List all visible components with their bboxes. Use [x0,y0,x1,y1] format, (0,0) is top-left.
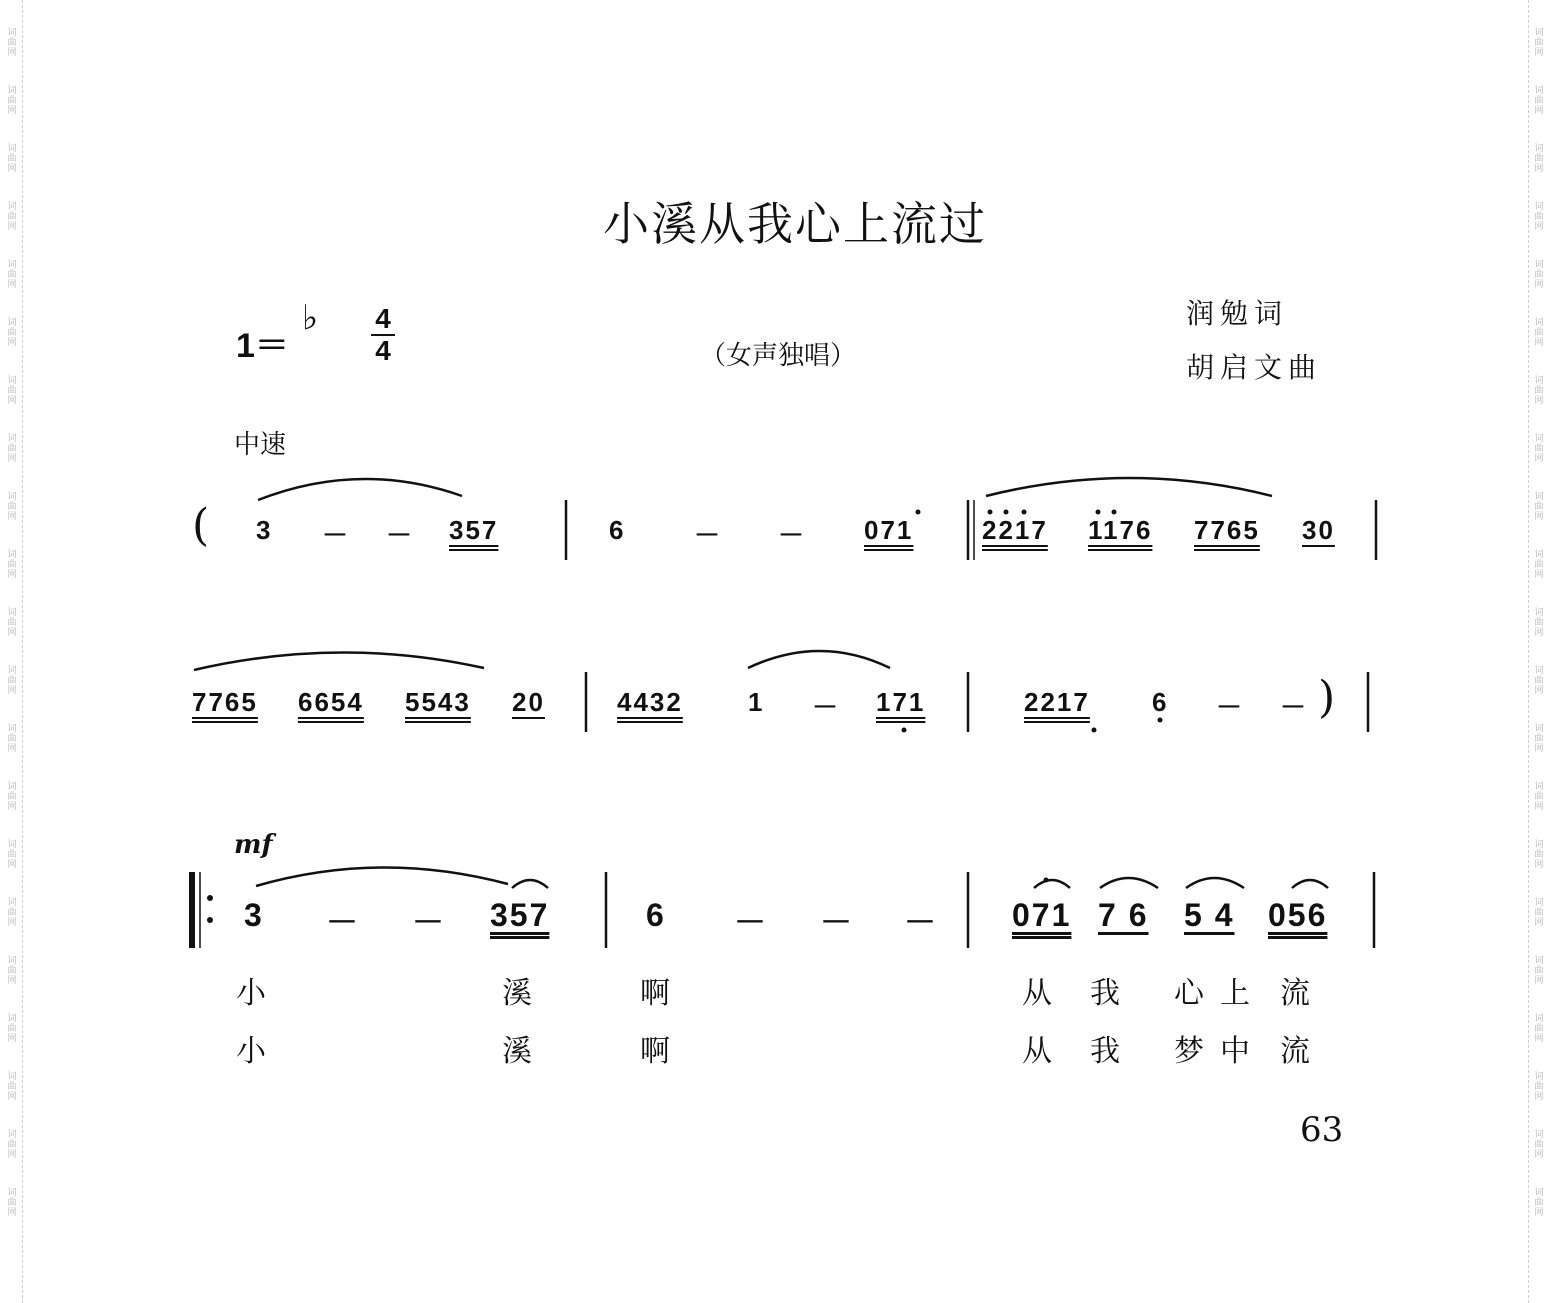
note-s1-m1-4: 357 [449,515,499,545]
watermark-char: 曲 [1534,444,1544,454]
watermark-char: 网 [1534,1208,1544,1218]
note-s2-m3-1: 2217 [1024,687,1090,717]
note-s1-m2-2: － [694,520,723,550]
watermark-char: 词 [7,1072,17,1082]
watermark-char: 网 [7,106,17,116]
watermark-char: 曲 [1534,618,1544,628]
lyric-v1-1: 小 [236,976,266,1011]
watermark-char: 曲 [1534,1082,1544,1092]
watermark-char: 曲 [1534,502,1544,512]
note-s3-m3-3: 5 4 [1184,897,1235,933]
watermark-char: 网 [7,628,17,638]
watermark-char: 曲 [1534,38,1544,48]
watermark-char: 曲 [1534,560,1544,570]
watermark-char: 词 [7,1014,17,1024]
watermark-char: 曲 [7,96,17,106]
watermark-char: 词 [7,608,17,618]
watermark-char: 词 [7,956,17,966]
octave-dot [902,728,907,733]
watermark-char: 词 [1534,956,1544,966]
watermark-char: 词 [7,782,17,792]
song-title: 小溪从我心上流过 [603,197,987,251]
watermark-char: 词 [7,376,17,386]
repeat-dot [207,895,213,901]
watermark-char: 曲 [7,734,17,744]
watermark-char: 网 [7,454,17,464]
watermark-char: 网 [7,338,17,348]
watermark-char: 曲 [7,618,17,628]
watermark-char: 曲 [1534,850,1544,860]
note-s1-m1-2: － [322,520,351,550]
watermark-char: 网 [1534,1150,1544,1160]
watermark-char: 网 [1534,338,1544,348]
note-s1-m1-3: － [386,520,415,550]
watermark-char: 词 [7,202,17,212]
watermark-char: 词 [7,840,17,850]
note-s2-m3-2: 6 [1152,687,1169,717]
watermark-char: 曲 [1534,270,1544,280]
lyric-v1-3: 啊 [640,976,670,1011]
watermark-char: 曲 [7,444,17,454]
watermark-char: 曲 [1534,1140,1544,1150]
watermark-char: 词 [1534,1014,1544,1024]
lyricist-credit: 润勉词 [1186,297,1289,330]
note-s3-m1-3: － [412,904,447,940]
page-number: 63 [1300,1110,1344,1150]
note-s2-m2-1: 4432 [617,687,683,717]
note-s2-m3-4: － [1280,692,1309,722]
watermark-char: 词 [7,1188,17,1198]
watermark-char: 网 [1534,454,1544,464]
slur [748,651,890,668]
note-s2-m3-3: － [1216,692,1245,722]
watermark-char: 词 [1534,898,1544,908]
slur [1186,878,1244,888]
note-s1-m3-4: 30 [1302,515,1335,545]
watermark-char: 网 [1534,918,1544,928]
watermark-char: 网 [7,744,17,754]
watermark-char: 曲 [7,908,17,918]
lyric-v2-7: 中 [1220,1034,1250,1069]
watermark-char: 词 [7,434,17,444]
note-s3-m2-2: － [734,904,769,940]
watermark-char: 曲 [7,792,17,802]
note-s1-m3-2: 1176 [1088,515,1153,545]
watermark-char: 网 [1534,164,1544,174]
watermark-char: 词 [1534,318,1544,328]
watermark-char: 词 [1534,86,1544,96]
note-s2-m2-2: 1 [748,687,765,717]
octave-dot [916,510,921,515]
watermark-char: 曲 [1534,1024,1544,1034]
watermark-char: 词 [7,550,17,560]
slur [986,478,1272,496]
watermark-char: 词 [7,898,17,908]
watermark-char: 词 [7,492,17,502]
lyric-v2-4: 从 [1022,1034,1052,1069]
watermark-char: 词 [1534,376,1544,386]
dynamic-mark: mf [234,830,273,860]
watermark-char: 网 [1534,396,1544,406]
slur [1292,880,1328,888]
watermark-char: 词 [7,260,17,270]
watermark-char: 网 [1534,280,1544,290]
watermark-char: 网 [1534,802,1544,812]
note-s1-m2-3: － [778,520,807,550]
octave-dot [988,510,993,515]
lyric-v2-8: 流 [1280,1034,1310,1069]
slur [194,652,484,670]
lyric-v1-5: 我 [1090,976,1120,1011]
octave-dot [1096,510,1101,515]
watermark-char: 曲 [1534,328,1544,338]
intro-open-paren: ( [192,500,210,551]
repeat-dot [207,917,213,923]
watermark-char: 网 [1534,1092,1544,1102]
watermark-char: 曲 [7,1024,17,1034]
watermark-char: 词 [7,86,17,96]
lyric-v2-6: 梦 [1174,1034,1204,1069]
watermark-char: 网 [1534,106,1544,116]
watermark-char: 网 [7,802,17,812]
octave-dot [1158,718,1163,723]
watermark-char: 网 [7,512,17,522]
note-s3-m2-1: 6 [646,897,666,933]
tempo-marking: 中速 [234,430,287,460]
watermark-char: 网 [7,570,17,580]
watermark-char: 网 [7,222,17,232]
watermark-char: 网 [1534,628,1544,638]
note-s1-m2-1: 6 [609,515,626,545]
watermark-char: 词 [1534,550,1544,560]
note-s2-m2-3: － [812,692,841,722]
watermark-char: 曲 [7,1082,17,1092]
watermark-char: 网 [7,976,17,986]
slur [258,479,462,500]
watermark-char: 曲 [7,386,17,396]
watermark-char: 曲 [7,502,17,512]
octave-dot [1022,510,1027,515]
watermark-char: 网 [7,1092,17,1102]
watermark-char: 词 [1534,608,1544,618]
watermark-char: 网 [7,686,17,696]
watermark-char: 曲 [7,676,17,686]
watermark-char: 曲 [1534,386,1544,396]
watermark-char: 词 [1534,782,1544,792]
note-s2-m1-3: 5543 [405,687,471,717]
watermark-char: 词 [1534,1188,1544,1198]
flat-accidental: ♭ [302,298,319,338]
watermark-char: 曲 [7,212,17,222]
note-s1-m2-4: 071 [864,515,914,545]
watermark-char: 网 [7,1150,17,1160]
watermark-char: 曲 [1534,212,1544,222]
octave-dot [1004,510,1009,515]
watermark-char: 网 [7,48,17,58]
note-s3-m1-2: － [326,904,361,940]
watermark-char: 曲 [7,270,17,280]
octave-dot [1092,728,1097,733]
watermark-char: 网 [7,918,17,928]
key-signature: 1＝ [236,327,289,365]
watermark-char: 曲 [7,1140,17,1150]
note-s3-m2-3: － [820,904,855,940]
composer-credit: 胡启文曲 [1186,351,1323,384]
note-s1-m3-3: 7765 [1194,515,1260,545]
watermark-char: 曲 [1534,792,1544,802]
octave-dot [1044,878,1049,883]
lyric-v1-7: 上 [1220,976,1250,1011]
watermark-char: 曲 [7,1198,17,1208]
watermark-char: 词 [7,318,17,328]
watermark-char: 网 [7,164,17,174]
lyric-v1-4: 从 [1022,976,1052,1011]
watermark-char: 曲 [1534,676,1544,686]
lyric-v1-2: 溪 [502,976,532,1011]
watermark-char: 曲 [1534,734,1544,744]
watermark-char: 词 [7,144,17,154]
watermark-char: 曲 [7,328,17,338]
watermark-char: 网 [1534,976,1544,986]
watermark-char: 词 [1534,1130,1544,1140]
note-s1-m3-1: 2217 [982,515,1048,545]
watermark-char: 曲 [7,154,17,164]
watermark-char: 曲 [7,966,17,976]
time-signature-bottom: 4 [375,335,391,366]
watermark-char: 词 [1534,260,1544,270]
note-s2-m1-1: 7765 [192,687,258,717]
watermark-char: 网 [7,1034,17,1044]
slur [1100,878,1158,888]
lyric-v1-6: 心 [1174,976,1204,1011]
slur [256,867,508,886]
watermark-char: 网 [1534,1034,1544,1044]
lyric-v2-2: 溪 [502,1034,532,1069]
watermark-char: 词 [1534,840,1544,850]
note-s3-m1-1: 3 [244,897,264,933]
watermark-char: 词 [1534,492,1544,502]
note-s3-m3-1: 071 [1012,897,1072,933]
watermark-char: 词 [1534,666,1544,676]
watermark-char: 词 [1534,1072,1544,1082]
watermark-char: 网 [1534,686,1544,696]
watermark-char: 曲 [1534,154,1544,164]
time-signature-top: 4 [375,303,391,334]
watermark-char: 网 [1534,222,1544,232]
watermark-char: 网 [1534,744,1544,754]
watermark-char: 词 [7,28,17,38]
note-s3-m2-4: － [904,904,939,940]
lyric-v2-3: 啊 [640,1034,670,1069]
note-s3-m3-4: 056 [1268,897,1328,933]
watermark-char: 曲 [1534,966,1544,976]
watermark-char: 词 [1534,144,1544,154]
watermark-char: 网 [1534,512,1544,522]
watermark-char: 网 [7,1208,17,1218]
lyric-v2-5: 我 [1090,1034,1120,1069]
watermark-char: 词 [7,724,17,734]
watermark-char: 词 [7,1130,17,1140]
intro-close-paren: ) [1318,672,1336,723]
watermark-char: 曲 [1534,1198,1544,1208]
slur [1034,880,1070,888]
watermark-char: 词 [1534,202,1544,212]
watermark-char: 网 [7,396,17,406]
watermark-char: 曲 [1534,908,1544,918]
note-s2-m1-2: 6654 [298,687,364,717]
lyric-v2-1: 小 [236,1034,266,1069]
performance-note: （女声独唱） [700,341,857,371]
watermark-char: 网 [1534,860,1544,870]
watermark-char: 网 [1534,570,1544,580]
note-s1-m1-1: 3 [256,515,273,545]
note-s3-m1-4: 357 [490,897,550,933]
note-s2-m1-4: 20 [512,687,545,717]
watermark-char: 网 [7,280,17,290]
watermark-char: 词 [1534,434,1544,444]
watermark-char: 词 [1534,724,1544,734]
octave-dot [1112,510,1117,515]
watermark-char: 词 [1534,28,1544,38]
note-s3-m3-2: 7 6 [1098,897,1149,933]
lyric-v1-8: 流 [1280,976,1310,1011]
watermark-char: 曲 [1534,96,1544,106]
watermark-char: 网 [7,860,17,870]
watermark-char: 曲 [7,850,17,860]
watermark-char: 曲 [7,560,17,570]
watermark-char: 曲 [7,38,17,48]
note-s2-m2-4: 171 [876,687,926,717]
slur [512,880,548,888]
watermark-char: 词 [7,666,17,676]
watermark-char: 网 [1534,48,1544,58]
